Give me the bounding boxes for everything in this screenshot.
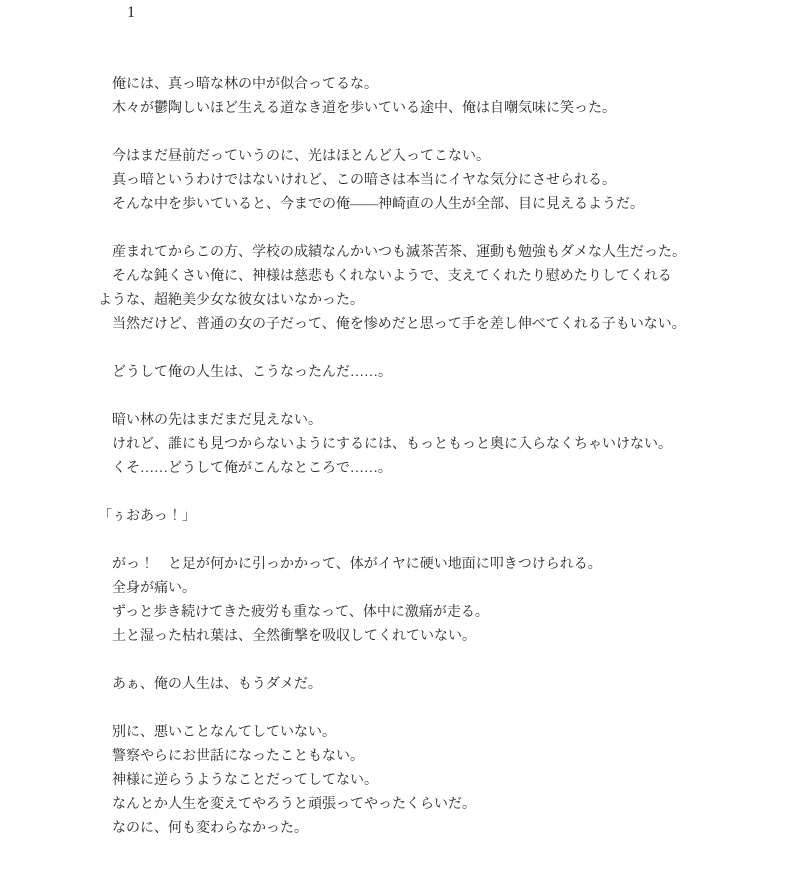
text-line: どうして俺の人生は、こうなったんだ……。 — [112, 365, 392, 380]
blank-line — [98, 481, 738, 505]
blank-line — [98, 337, 738, 361]
text-line: がっ！ と足が何かに引っかかって、体がイヤに硬い地面に叩きつけられる。 — [112, 557, 602, 572]
text-line: 当然だけど、普通の女の子だって、俺を惨めだと思って手を差し伸べてくれる子もいない。 — [112, 317, 686, 332]
blank-line — [98, 217, 738, 241]
text-line: けれど、誰にも見つからないようにするには、もっともっと奥に入らなくちゃいけない。 — [112, 437, 672, 452]
text-line: あぁ、俺の人生は、もうダメだ。 — [112, 677, 322, 692]
text-line: 警察やらにお世話になったこともない。 — [112, 749, 364, 764]
text-line: 真っ暗というわけではないけれど、この暗さは本当にイヤな気分にさせられる。 — [112, 173, 616, 188]
text-line: 今はまだ昼前だっていうのに、光はほとんど入ってこない。 — [112, 149, 490, 164]
text-line: 神様に逆らうようなことだってしてない。 — [112, 773, 378, 788]
blank-line — [98, 697, 738, 721]
text-line: くそ……どうして俺がこんなところで……。 — [112, 461, 392, 476]
dialogue-line: 「ぅおあっ！」 — [98, 509, 196, 524]
text-line: 暗い林の先はまだまだ見えない。 — [112, 413, 322, 428]
page-number: 1 — [127, 4, 135, 21]
blank-line — [98, 529, 738, 553]
text-line: なんとか人生を変えてやろうと頑張ってやったくらいだ。 — [112, 797, 476, 812]
text-line: 産まれてからこの方、学校の成績なんかいつも滅茶苦茶、運動も勉強もダメな人生だった。 — [112, 245, 686, 260]
text-line: そんな中を歩いていると、今までの俺――神崎直の人生が全部、目に見えるようだ。 — [112, 197, 644, 212]
body-text — [98, 73, 738, 841]
text-line: 全身が痛い。 — [112, 581, 196, 596]
text-line: 俺には、真っ暗な林の中が似合ってるな。 — [112, 77, 378, 92]
text-line: そんな鈍くさい俺に、神様は慈悲もくれないようで、支えてくれたり慰めたりしてくれる — [112, 269, 672, 284]
text-line: ずっと歩き続けてきた疲労も重なって、体中に激痛が走る。 — [112, 605, 489, 620]
text-line: 土と湿った枯れ葉は、全然衝撃を吸収してくれていない。 — [112, 629, 476, 644]
text-line: なのに、何も変わらなかった。 — [112, 821, 308, 836]
text-line-wrapped: ような、超絶美少女な彼女はいなかった。 — [98, 293, 364, 308]
text-line: 木々が鬱陶しいほど生える道なき道を歩いている途中、俺は自嘲気味に笑った。 — [112, 101, 616, 116]
blank-line — [98, 649, 738, 673]
blank-line — [98, 385, 738, 409]
text-line: 別に、悪いことなんてしていない。 — [112, 725, 336, 740]
blank-line — [98, 121, 738, 145]
